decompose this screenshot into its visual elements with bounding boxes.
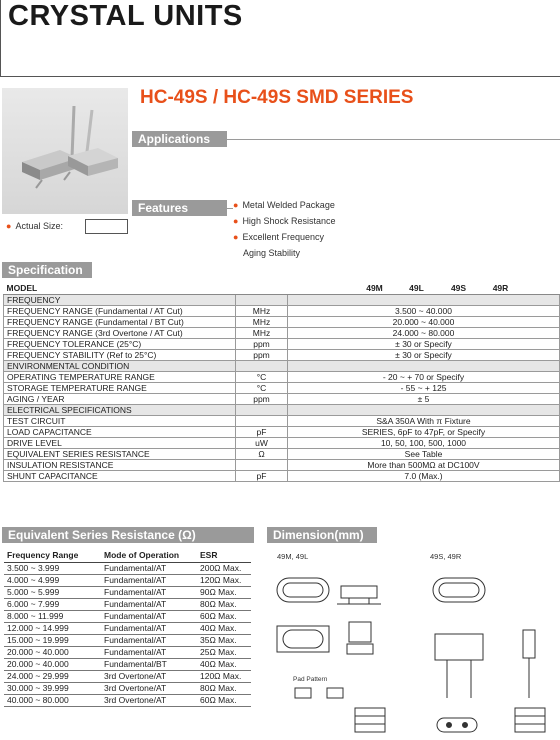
spec-value: [288, 294, 560, 305]
esr-range: 24.000 ~ 29.999: [4, 670, 101, 682]
esr-row: [4, 586, 251, 598]
esr-esr: 80Ω Max.: [197, 598, 251, 610]
esr-table: [4, 548, 251, 707]
specification-table: [3, 282, 560, 482]
spec-header-spacer: [236, 282, 288, 294]
model-49l: 49L: [409, 282, 424, 293]
actual-size-box: [85, 219, 128, 234]
outline-side-left: [341, 586, 377, 598]
spec-unit: [236, 360, 288, 371]
outline-front-right: [435, 634, 483, 660]
spec-row: [4, 459, 560, 470]
spec-unit: °C: [236, 382, 288, 393]
esr-row: [4, 562, 251, 574]
spec-unit: [236, 459, 288, 470]
spec-parameter: SHUNT CAPACITANCE: [4, 470, 236, 481]
spec-unit: ppm: [236, 349, 288, 360]
esr-esr: 25Ω Max.: [197, 646, 251, 658]
actual-size-label: [6, 221, 63, 231]
esr-mode: Fundamental/AT: [101, 646, 197, 658]
dimension-drawings: [265, 548, 560, 738]
esr-mode: Fundamental/AT: [101, 634, 197, 646]
esr-mode: Fundamental/AT: [101, 586, 197, 598]
bullet-icon: ●: [233, 232, 239, 242]
spec-parameter: TEST CIRCUIT: [4, 415, 236, 426]
esr-range: 20.000 ~ 40.000: [4, 646, 101, 658]
esr-header-frequency: Frequency Range: [4, 548, 101, 562]
esr-mode: 3rd Overtone/AT: [101, 682, 197, 694]
spec-row: [4, 437, 560, 448]
spec-unit: [236, 404, 288, 415]
feature-item: [233, 197, 335, 213]
esr-mode: Fundamental/AT: [101, 598, 197, 610]
spec-unit: pF: [236, 426, 288, 437]
spec-value: 10, 50, 100, 500, 1000: [288, 437, 560, 448]
esr-esr: 60Ω Max.: [197, 610, 251, 622]
model-49s: 49S: [450, 282, 467, 293]
section-dimension: Dimension(mm): [267, 527, 377, 543]
esr-mode: Fundamental/AT: [101, 610, 197, 622]
features-list: [233, 197, 335, 261]
esr-range: 30.000 ~ 39.999: [4, 682, 101, 694]
spec-category-row: [4, 360, 560, 371]
page-title: CRYSTAL UNITS: [8, 0, 243, 32]
esr-header-esr: ESR: [197, 548, 251, 562]
spec-value: ± 5: [288, 393, 560, 404]
pad-pattern-label: Pad Pattern: [293, 676, 328, 683]
spec-parameter: FREQUENCY STABILITY (Ref to 25°C): [4, 349, 236, 360]
spec-parameter: FREQUENCY TOLERANCE (25°C): [4, 338, 236, 349]
spec-value: 20.000 ~ 40.000: [288, 316, 560, 327]
spec-parameter: FREQUENCY RANGE (Fundamental / AT Cut): [4, 305, 236, 316]
section-applications: Applications: [132, 131, 227, 147]
spec-value: - 20 ~ + 70 or Specify: [288, 371, 560, 382]
applications-rule: [227, 139, 560, 140]
esr-range: 15.000 ~ 19.999: [4, 634, 101, 646]
spec-value: See Table: [288, 448, 560, 459]
feature-label: High Shock Resistance: [242, 216, 336, 226]
spec-parameter: LOAD CAPACITANCE: [4, 426, 236, 437]
esr-esr: 120Ω Max.: [197, 670, 251, 682]
feature-label: Aging Stability: [243, 248, 301, 258]
esr-range: 20.000 ~ 40.000: [4, 658, 101, 670]
esr-row: [4, 658, 251, 670]
esr-range: 5.000 ~ 5.999: [4, 586, 101, 598]
spec-parameter: FREQUENCY RANGE (Fundamental / BT Cut): [4, 316, 236, 327]
spec-unit: ppm: [236, 393, 288, 404]
spec-parameter: STORAGE TEMPERATURE RANGE: [4, 382, 236, 393]
esr-esr: 60Ω Max.: [197, 694, 251, 706]
spec-unit: Ω: [236, 448, 288, 459]
esr-esr: 200Ω Max.: [197, 562, 251, 574]
section-esr: Equivalent Series Resistance (Ω): [2, 527, 254, 543]
spec-parameter: ELECTRICAL SPECIFICATIONS: [4, 404, 236, 415]
spec-category-row: [4, 404, 560, 415]
spec-value: More than 500MΩ at DC100V: [288, 459, 560, 470]
spec-parameter: AGING / YEAR: [4, 393, 236, 404]
bullet-icon: ●: [6, 221, 12, 231]
esr-mode: Fundamental/AT: [101, 622, 197, 634]
spec-value: ± 30 or Specify: [288, 349, 560, 360]
feature-item: [233, 229, 335, 245]
spec-unit: uW: [236, 437, 288, 448]
esr-row: [4, 574, 251, 586]
dimension-label-left: 49M, 49L: [277, 552, 309, 561]
spec-parameter: FREQUENCY: [4, 294, 236, 305]
esr-esr: 90Ω Max.: [197, 586, 251, 598]
section-specification: Specification: [2, 262, 92, 278]
spec-value: [288, 360, 560, 371]
spec-row: [4, 327, 560, 338]
spec-row: [4, 371, 560, 382]
esr-range: 8.000 ~ 11.999: [4, 610, 101, 622]
esr-mode: Fundamental/AT: [101, 562, 197, 574]
spec-value: 7.0 (Max.): [288, 470, 560, 481]
feature-label: Metal Welded Package: [242, 200, 335, 210]
outline-top-left: [277, 578, 329, 602]
spec-unit: [236, 294, 288, 305]
model-columns: [288, 282, 560, 294]
esr-range: 40.000 ~ 80.000: [4, 694, 101, 706]
esr-row: [4, 598, 251, 610]
spec-unit: ppm: [236, 338, 288, 349]
esr-mode: 3rd Overtone/AT: [101, 694, 197, 706]
esr-mode: Fundamental/BT: [101, 658, 197, 670]
feature-item: [233, 213, 335, 229]
spec-parameter: EQUIVALENT SERIES RESISTANCE: [4, 448, 236, 459]
esr-header-mode: Mode of Operation: [101, 548, 197, 562]
dimension-diagram: [265, 548, 560, 738]
spec-unit: MHz: [236, 327, 288, 338]
esr-esr: 80Ω Max.: [197, 682, 251, 694]
feature-label: Excellent Frequency: [242, 232, 324, 242]
esr-esr: 40Ω Max.: [197, 622, 251, 634]
esr-row: [4, 694, 251, 706]
spec-value: SERIES, 6pF to 47pF, or Specify: [288, 426, 560, 437]
esr-row: [4, 610, 251, 622]
outline-top-right: [433, 578, 485, 602]
product-photo: [2, 88, 128, 214]
spec-parameter: FREQUENCY RANGE (3rd Overtone / AT Cut): [4, 327, 236, 338]
spec-parameter: INSULATION RESISTANCE: [4, 459, 236, 470]
spec-row: [4, 426, 560, 437]
spec-parameter: DRIVE LEVEL: [4, 437, 236, 448]
bullet-icon: ●: [233, 216, 239, 226]
esr-row: [4, 682, 251, 694]
spec-row: [4, 470, 560, 481]
spec-value: 24.000 ~ 80.000: [288, 327, 560, 338]
spec-row: [4, 415, 560, 426]
esr-esr: 35Ω Max.: [197, 634, 251, 646]
title-divider: [0, 76, 560, 77]
spec-value: [288, 404, 560, 415]
model-49r: 49R: [492, 282, 509, 293]
section-features: Features: [132, 200, 227, 216]
feature-item: [233, 245, 335, 261]
spec-row: [4, 338, 560, 349]
model-label: MODEL: [4, 282, 236, 294]
spec-value: 3.500 ~ 40.000: [288, 305, 560, 316]
esr-row: [4, 622, 251, 634]
esr-row: [4, 670, 251, 682]
esr-mode: Fundamental/AT: [101, 574, 197, 586]
model-49m: 49M: [366, 282, 383, 293]
spec-value: S&A 350A With π Fixture: [288, 415, 560, 426]
spec-unit: pF: [236, 470, 288, 481]
spec-category-row: [4, 294, 560, 305]
actual-size-text: Actual Size:: [15, 221, 63, 231]
spec-row: [4, 316, 560, 327]
title-left-rule: [0, 0, 1, 76]
series-title: HC-49S / HC-49S SMD SERIES: [140, 87, 414, 108]
esr-header-row: [4, 548, 251, 562]
spec-unit: MHz: [236, 316, 288, 327]
spec-header-row: [4, 282, 560, 294]
spec-value: - 55 ~ + 125: [288, 382, 560, 393]
esr-range: 4.000 ~ 4.999: [4, 574, 101, 586]
spec-unit: MHz: [236, 305, 288, 316]
esr-mode: 3rd Overtone/AT: [101, 670, 197, 682]
spec-row: [4, 393, 560, 404]
spec-row: [4, 448, 560, 459]
esr-range: 12.000 ~ 14.999: [4, 622, 101, 634]
spec-parameter: ENVIRONMENTAL CONDITION: [4, 360, 236, 371]
esr-row: [4, 634, 251, 646]
spec-row: [4, 305, 560, 316]
esr-range: 3.500 ~ 3.999: [4, 562, 101, 574]
bullet-icon: ●: [233, 200, 239, 210]
spec-unit: [236, 415, 288, 426]
esr-range: 6.000 ~ 7.999: [4, 598, 101, 610]
esr-esr: 40Ω Max.: [197, 658, 251, 670]
spec-parameter: OPERATING TEMPERATURE RANGE: [4, 371, 236, 382]
spec-value: ± 30 or Specify: [288, 338, 560, 349]
spec-row: [4, 349, 560, 360]
spec-unit: °C: [236, 371, 288, 382]
crystal-unit-image: [2, 88, 128, 214]
esr-esr: 120Ω Max.: [197, 574, 251, 586]
dimension-label-right: 49S, 49R: [430, 552, 462, 561]
esr-row: [4, 646, 251, 658]
spec-row: [4, 382, 560, 393]
